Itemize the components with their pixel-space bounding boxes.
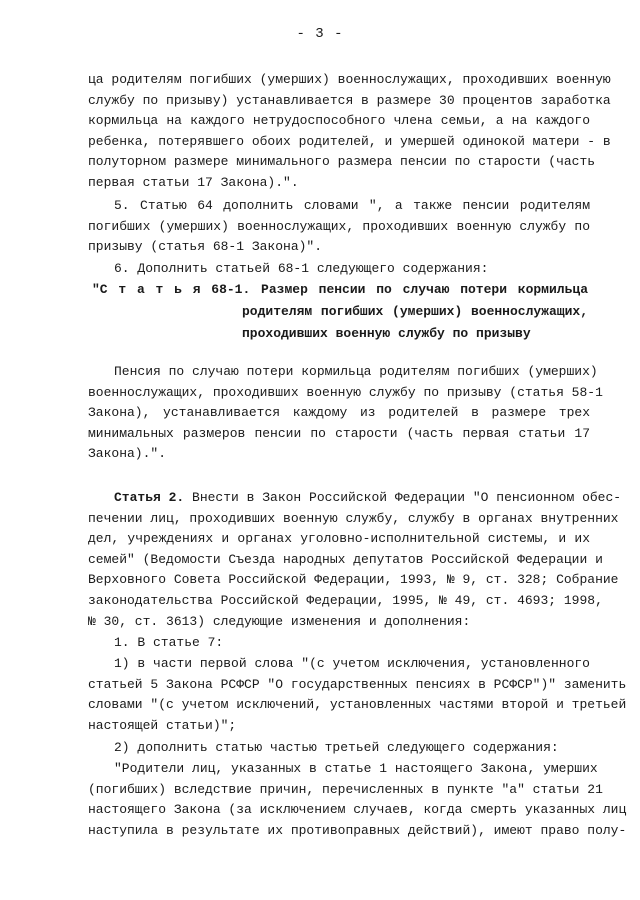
paragraph-article-68-1-text <box>88 362 603 465</box>
heading-line: проходивших военную службу по призыву <box>242 326 531 341</box>
text-line: Закона).". <box>88 446 167 462</box>
paragraph-article-2 <box>88 488 622 632</box>
paragraph-pension-amount <box>88 70 611 194</box>
text-line: (погибших) вследствие причин, перечисленных в пункте "а" статьи 21 <box>88 781 603 797</box>
text-line: семей" (Ведомости Съезда народных депутатов Российской Федерации и <box>88 551 603 567</box>
text-line: настоящей статьи)"; <box>88 717 237 733</box>
paragraph-item-5 <box>88 196 590 258</box>
text-line: погибших (умерших) военнослужащих, проходивших военную службу по <box>88 218 590 234</box>
text-line: 1) в части первой слова "(с учетом исключения, установленного <box>114 656 590 671</box>
heading-line: родителям погибших (умерших) военнослужащих, <box>242 304 588 319</box>
text-line: ребенка, потерявшего обоих родителей, и умершей одинокой матери - в <box>88 133 611 149</box>
text-line: "Родители лиц, указанных в статье 1 настоящего Закона, умерших <box>114 761 598 776</box>
text-line: минимальных размеров пенсии по старости (часть первая статьи 17 <box>88 425 590 441</box>
page-number: - 3 - <box>296 26 344 42</box>
text-line: первая статьи 17 Закона).". <box>88 174 299 190</box>
text-line: 2) дополнить статью частью третьей следующего содержания: <box>114 740 559 755</box>
article-2-label: Статья 2. <box>114 490 185 505</box>
text-line: 6. Дополнить статьей 68-1 следующего содержания: <box>114 261 489 276</box>
heading-line: "С т а т ь я 68-1. Размер пенсии по случаю потери кормильца <box>92 282 588 297</box>
paragraph-subitem-1 <box>88 654 627 736</box>
text-line: полуторном размере минимального размера пенсии по старости (часть <box>88 154 596 170</box>
text-line: военнослужащих, проходивших военную службу по призыву (статья 58-1 <box>88 384 603 400</box>
text-line: 1. В статье 7: <box>114 635 224 650</box>
paragraph-item-6 <box>88 259 590 280</box>
paragraph-item-1 <box>88 633 590 654</box>
text-line: призыву (статья 68-1 Закона)". <box>88 239 323 255</box>
text-line: Верховного Совета Российской Федерации, 1993, № 9, ст. 328; Собрание <box>88 572 619 588</box>
text-line: законодательства Российской Федерации, 1995, № 49, ст. 4693; 1998, <box>88 592 603 608</box>
text-line: дел, учреждениях и органах уголовно-исполнительной системы, и их <box>88 531 590 547</box>
text-line: Закона), устанавливается каждому из родителей в размере трех <box>88 405 590 421</box>
text-line: статьей 5 Закона РСФСР "О государственных пенсиях в РСФСР")" заменить <box>88 676 627 692</box>
text-line: кормильца на каждого нетрудоспособного члена семьи, а на каждого <box>88 113 590 129</box>
text-line: ца родителям погибших (умерших) военнослужащих, проходивших военную <box>88 72 611 87</box>
text-line: № 30, ст. 3613) следующие изменения и дополнения: <box>88 613 471 629</box>
article-68-1-heading <box>92 279 588 345</box>
text-line: словами "(с учетом исключений, установленных частями второй и третьей <box>88 697 627 713</box>
text-line: печении лиц, проходивших военную службу, службу в органах внутренних <box>88 510 619 526</box>
article-2-first-line: Внести в Закон Российской Федерации "О пенсионном обес- <box>184 490 622 505</box>
text-line: Пенсия по случаю потери кормильца родителям погибших (умерших) <box>114 364 598 379</box>
text-line: настоящего Закона (за исключением случаев, когда смерть указанных лиц <box>88 802 627 818</box>
text-line <box>88 488 622 509</box>
paragraph-quoted-part-3 <box>88 759 627 841</box>
text-line: 5. Статью 64 дополнить словами ", а также пенсии родителям <box>114 198 590 213</box>
paragraph-subitem-2 <box>88 738 590 759</box>
text-line: службу по призыву) устанавливается в размере 30 процентов заработка <box>88 92 611 108</box>
text-line: наступила в результате их противоправных действий), имеют право полу- <box>88 822 627 838</box>
